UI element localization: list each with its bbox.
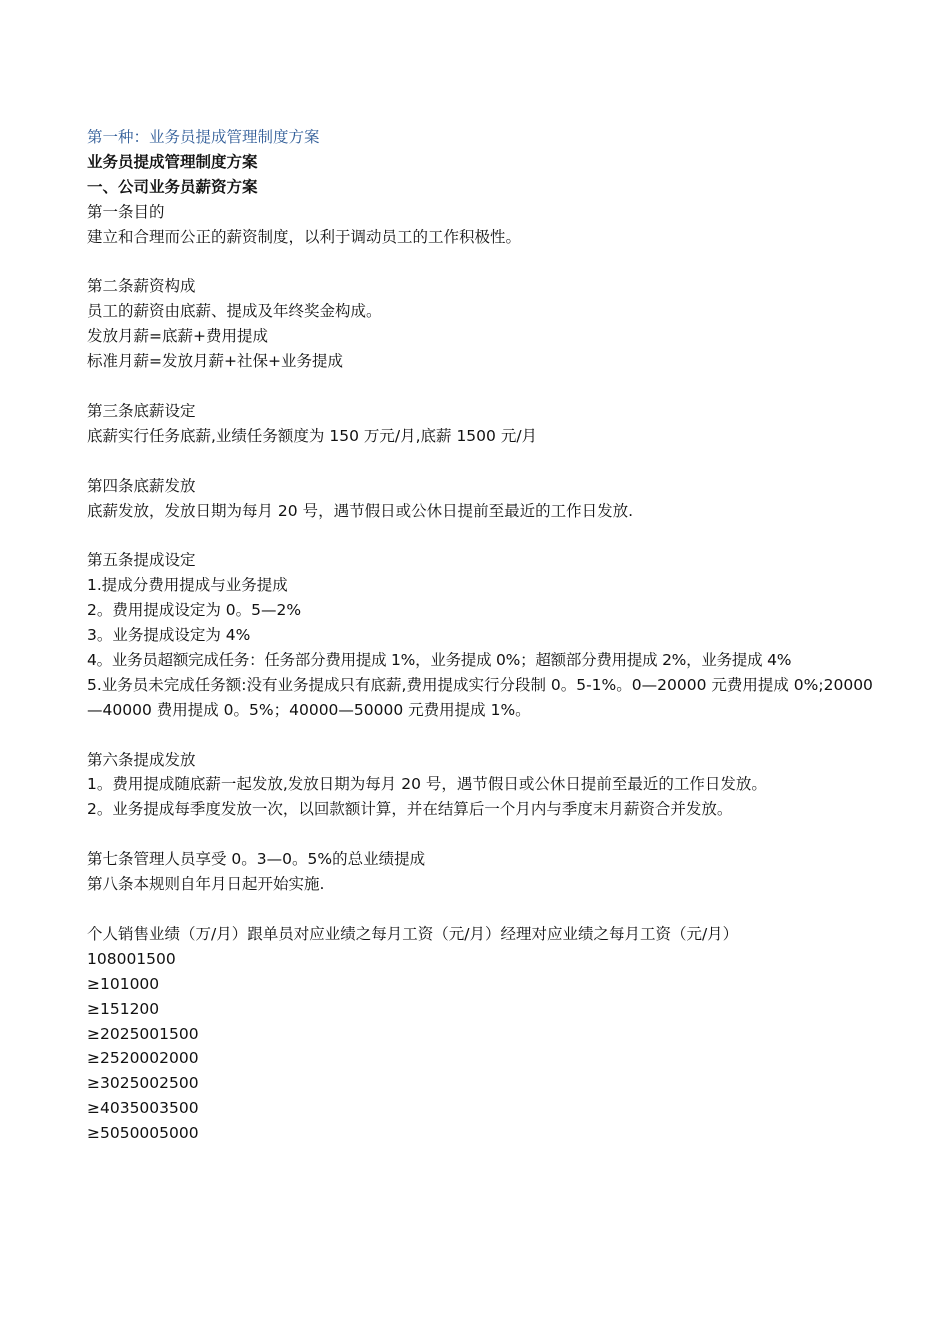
article-5-line: 4。业务员超额完成任务：任务部分费用提成 1%，业务提成 0%；超额部分费用提成 2%，业务提成 4%: [87, 650, 792, 669]
article-5-line: 1.提成分费用提成与业务提成: [87, 576, 288, 595]
document-body: [87, 125, 877, 1146]
article-6-title: 第六条提成发放: [87, 750, 196, 769]
article-5-line: 3。业务提成设定为 4%: [87, 626, 251, 645]
blank-line: [87, 449, 877, 474]
article-4-title: 第四条底薪发放: [87, 476, 196, 495]
article-5-title: 第五条提成设定: [87, 551, 196, 570]
table-row: ≥2520002000: [87, 1049, 199, 1068]
blank-line: [87, 523, 877, 548]
article-2-line: 标准月薪=发放月薪+社保+业务提成: [87, 352, 343, 371]
article-7: 第七条管理人员享受 0。3—0。5%的总业绩提成: [87, 850, 426, 869]
table-row: ≥101000: [87, 974, 160, 993]
article-6-line: 2。业务提成每季度发放一次，以回款额计算，并在结算后一个月内与季度末月薪资合并发放。: [87, 800, 733, 819]
document-title: 业务员提成管理制度方案: [87, 152, 258, 171]
article-5-item-5: 5.业务员未完成任务额:没有业务提成只有底薪,费用提成实行分段制 0。5-1%。0—20000 元费用提成 0%;20000—40000 费用提成 0。5%；40000—50000 元费用提成 1%。: [87, 675, 873, 719]
section-heading: 一、公司业务员薪资方案: [87, 177, 258, 196]
blank-line: [87, 723, 877, 748]
blank-line: [87, 374, 877, 399]
article-2-title: 第二条薪资构成: [87, 277, 196, 296]
table-row: 108001500: [87, 949, 176, 968]
blank-line: [87, 897, 877, 922]
article-1-title: 第一条目的: [87, 202, 165, 221]
article-3-body: 底薪实行任务底薪,业绩任务额度为 150 万元/月,底薪 1500 元/月: [87, 426, 538, 445]
table-row: ≥5050005000: [87, 1124, 199, 1143]
document-heading: 第一种：业务员提成管理制度方案: [87, 128, 320, 146]
table-row: ≥2025001500: [87, 1024, 199, 1043]
article-6-line: 1。费用提成随底薪一起发放,发放日期为每月 20 号，遇节假日或公休日提前至最近的工作日发放。: [87, 775, 767, 794]
table-row: ≥4035003500: [87, 1099, 199, 1118]
blank-line: [87, 250, 877, 275]
table-row: ≥151200: [87, 999, 160, 1018]
article-8: 第八条本规则自年月日起开始实施.: [87, 875, 325, 894]
article-2-line: 发放月薪=底薪+费用提成: [87, 327, 268, 346]
article-5-line: 2。费用提成设定为 0。5—2%: [87, 601, 302, 620]
table-row: ≥3025002500: [87, 1074, 199, 1093]
article-4-body: 底薪发放，发放日期为每月 20 号，遇节假日或公休日提前至最近的工作日发放.: [87, 501, 634, 520]
article-3-title: 第三条底薪设定: [87, 401, 196, 420]
article-2-line: 员工的薪资由底薪、提成及年终奖金构成。: [87, 302, 382, 321]
table-header: 个人销售业绩（万/月）跟单员对应业绩之每月工资（元/月）经理对应业绩之每月工资（元/月）: [87, 924, 739, 943]
blank-line: [87, 822, 877, 847]
article-1-body: 建立和合理而公正的薪资制度，以利于调动员工的工作积极性。: [87, 227, 522, 246]
